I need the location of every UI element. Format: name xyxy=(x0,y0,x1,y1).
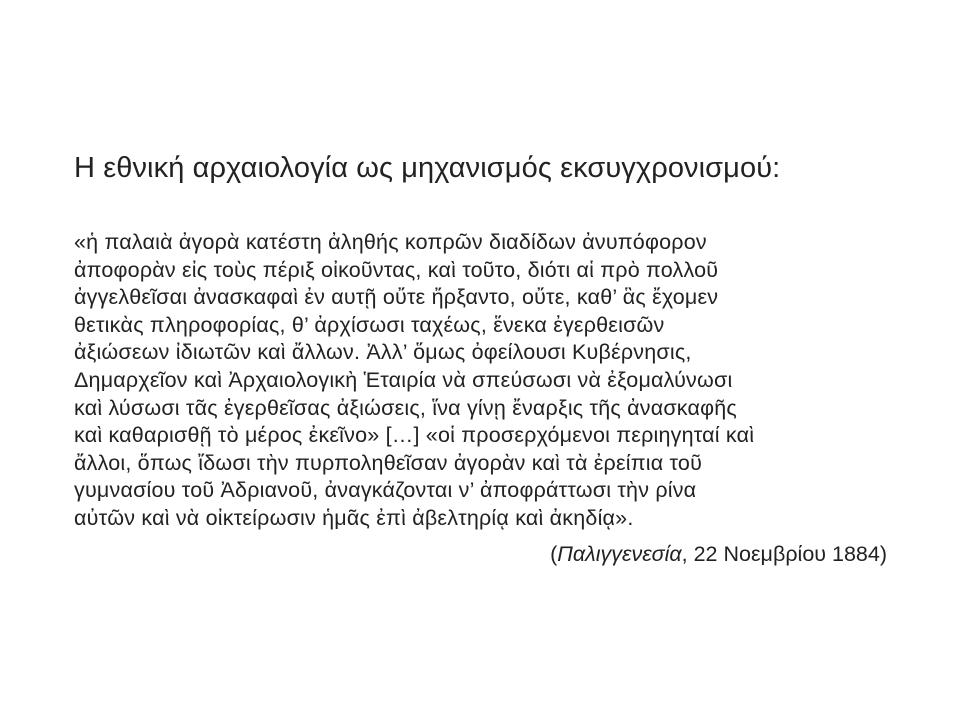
quote-line: αὐτῶν καὶ νὰ οἰκτείρωσιν ἡμᾶς ἐπὶ ἀβελτηρίᾳ καὶ ἀκηδίᾳ». xyxy=(74,505,634,530)
quote-line: ἀγγελθεῖσαι ἀνασκαφαὶ ἐν αυτῇ οὔτε ἤρξαντο, οὔτε, καθ’ ἃς ἔχομεν xyxy=(74,285,719,310)
quote-line: γυμνασίου τοῦ Ἀδριανοῦ, ἀναγκάζονται ν’ ἀποφράττωσι τὴν ρίνα xyxy=(74,478,697,503)
citation-source: Παλιγγενεσία xyxy=(557,542,682,566)
quote-line: Δημαρχεῖον καὶ Ἀρχαιολογικὴ Ἑταιρία νὰ σπεύσωσι νὰ ἐξομαλύνωσι xyxy=(74,367,733,392)
citation-date: , 22 Νοεμβρίου 1884) xyxy=(681,542,887,566)
quote-line: ἀξιώσεων ἰδιωτῶν καὶ ἄλλων. Ἀλλ’ ὅμως ὀφείλουσι Κυβέρνησις, xyxy=(74,340,692,365)
quote-block xyxy=(74,229,914,533)
slide-title: Η εθνική αρχαιολογία ως μηχανισμός εκσυγχρονισμού: xyxy=(74,152,781,184)
citation xyxy=(550,540,887,568)
quote-line: «ἡ παλαιὰ ἀγορὰ κατέστη ἀληθής κοπρῶν διαδίδων ἀνυπόφορον xyxy=(74,230,707,254)
citation-open: ( xyxy=(550,542,558,566)
quote-line: θετικὰς πληροφορίας, θ’ ἀρχίσωσι ταχέως, ἕνεκα ἐγερθεισῶν xyxy=(74,312,665,337)
quote-line: ἄλλοι, ὅπως ἴδωσι τὴν πυρποληθεῖσαν ἀγορὰν καὶ τὰ ἐρείπια τοῦ xyxy=(74,450,703,475)
quote-line: ἀποφορὰν εἰς τοὺς πέριξ οἰκοῦντας, καὶ τοῦτο, διότι αἱ πρὸ πολλοῦ xyxy=(74,257,719,282)
quote-line: καὶ καθαρισθῇ τὸ μέρος ἐκεῖνο» […] «οἱ προσερχόμενοι περιηγηταί καὶ xyxy=(74,423,755,448)
quote-line: καὶ λύσωσι τᾶς ἐγερθεῖσας ἀξιώσεις, ἵνα γίνῃ ἔναρξις τῆς ἀνασκαφῆς xyxy=(74,395,737,420)
